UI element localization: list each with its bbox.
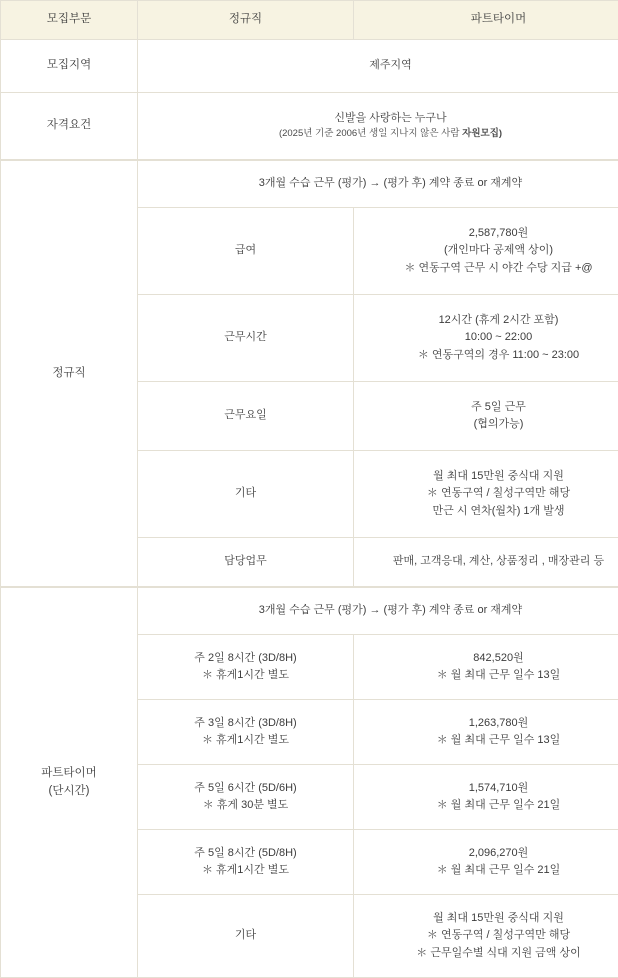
pt2-left-1: 주 3일 8시간 (3D/8H) (142, 715, 349, 732)
fulltime-salary-label: 급여 (138, 208, 354, 295)
pt1-left-2: ＊ 휴게1시간 별도 (142, 667, 349, 684)
parttime-5d6h-right (354, 765, 618, 830)
pt4-right-2: ＊ 월 최대 근무 일수 21일 (358, 862, 618, 879)
pt1-right-1: 842,520원 (358, 650, 618, 667)
pt3-left-1: 주 5일 6시간 (5D/6H) (142, 780, 349, 797)
fulltime-etc-label: 기타 (138, 451, 354, 538)
parttime-5d8h-left (138, 830, 354, 895)
pt2-right-1: 1,263,780원 (358, 715, 618, 732)
fulltime-etc-value (354, 451, 618, 538)
fulltime-days-value (354, 382, 618, 451)
table-header (1, 1, 618, 40)
parttime-etc-value (354, 895, 618, 978)
hours-line-3: ＊ 연동구역의 경우 11:00 ~ 23:00 (358, 347, 618, 364)
row-label-qualification: 자격요건 (1, 93, 138, 161)
fulltime-hours-label: 근무시간 (138, 295, 354, 382)
table-row (1, 40, 618, 93)
region-value: 제주지역 (138, 40, 618, 93)
pt2-left-2: ＊ 휴게1시간 별도 (142, 732, 349, 749)
table-row (1, 93, 618, 161)
salary-line-2: (개인마다 공제액 상이) (358, 242, 618, 259)
fulltime-salary-value (354, 208, 618, 295)
fulltime-duties-value: 판매, 고객응대, 계산, 상품정리 , 매장관리 등 (354, 538, 618, 588)
days-line-2: (협의가능) (358, 416, 618, 433)
pt4-right-1: 2,096,270원 (358, 845, 618, 862)
parttime-2days-left (138, 635, 354, 700)
pt3-left-2: ＊ 휴게 30분 별도 (142, 797, 349, 814)
etc-line-1: 월 최대 15만원 중식대 지원 (358, 468, 618, 485)
table-row (1, 587, 618, 635)
parttime-3days-right (354, 700, 618, 765)
qualification-value (138, 93, 618, 161)
pt4-left-1: 주 5일 8시간 (5D/8H) (142, 845, 349, 862)
fulltime-hours-value (354, 295, 618, 382)
hours-line-1: 12시간 (휴게 2시간 포함) (358, 312, 618, 329)
header-parttime: 파트타이머 (354, 1, 618, 40)
table-header-row (1, 1, 618, 40)
pt-etc-2: ＊ 연동구역 / 칠성구역만 해당 (358, 927, 618, 944)
parttime-5d6h-left (138, 765, 354, 830)
qualification-note-bold: 자원모집) (462, 128, 502, 139)
pt-etc-1: 월 최대 15만원 중식대 지원 (358, 910, 618, 927)
hours-line-2: 10:00 ~ 22:00 (358, 329, 618, 346)
table-row (1, 160, 618, 208)
salary-line-1: 2,587,780원 (358, 225, 618, 242)
parttime-5d8h-right (354, 830, 618, 895)
parttime-2days-right (354, 635, 618, 700)
side-label-parttime-line1: 파트타이머 (5, 765, 133, 783)
qualification-note (142, 127, 618, 142)
pt3-right-1: 1,574,710원 (358, 780, 618, 797)
pt4-left-2: ＊ 휴게1시간 별도 (142, 862, 349, 879)
pt3-right-2: ＊ 월 최대 근무 일수 21일 (358, 797, 618, 814)
pt-etc-3: ＊ 근무일수별 식대 지원 금액 상이 (358, 945, 618, 962)
qualification-main: 신발을 사랑하는 누구나 (142, 110, 618, 127)
etc-line-3: 만근 시 연차(월차) 1개 발생 (358, 503, 618, 520)
fulltime-duties-label: 담당업무 (138, 538, 354, 588)
header-recruit-section: 모집부문 (1, 1, 138, 40)
row-label-region: 모집지역 (1, 40, 138, 93)
pt2-right-2: ＊ 월 최대 근무 일수 13일 (358, 732, 618, 749)
parttime-etc-label: 기타 (138, 895, 354, 978)
pt1-right-2: ＊ 월 최대 근무 일수 13일 (358, 667, 618, 684)
fulltime-intro: 3개월 수습 근무 (평가) → (평가 후) 계약 종료 or 재계약 (138, 160, 618, 208)
pt1-left-1: 주 2일 8시간 (3D/8H) (142, 650, 349, 667)
etc-line-2: ＊ 연동구역 / 칠성구역만 해당 (358, 485, 618, 502)
parttime-intro: 3개월 수습 근무 (평가) → (평가 후) 계약 종료 or 재계약 (138, 587, 618, 635)
header-fulltime: 정규직 (138, 1, 354, 40)
side-label-fulltime: 정규직 (1, 160, 138, 587)
fulltime-days-label: 근무요일 (138, 382, 354, 451)
table-body (1, 40, 618, 978)
salary-line-3: ＊ 연동구역 근무 시 야간 수당 지급 +@ (358, 260, 618, 277)
side-label-parttime-line2: (단시간) (5, 783, 133, 801)
qualification-note-text: (2025년 기준 2006년 생일 지나지 않은 사람 (279, 128, 462, 139)
side-label-parttime (1, 587, 138, 978)
days-line-1: 주 5일 근무 (358, 399, 618, 416)
parttime-3days-left (138, 700, 354, 765)
